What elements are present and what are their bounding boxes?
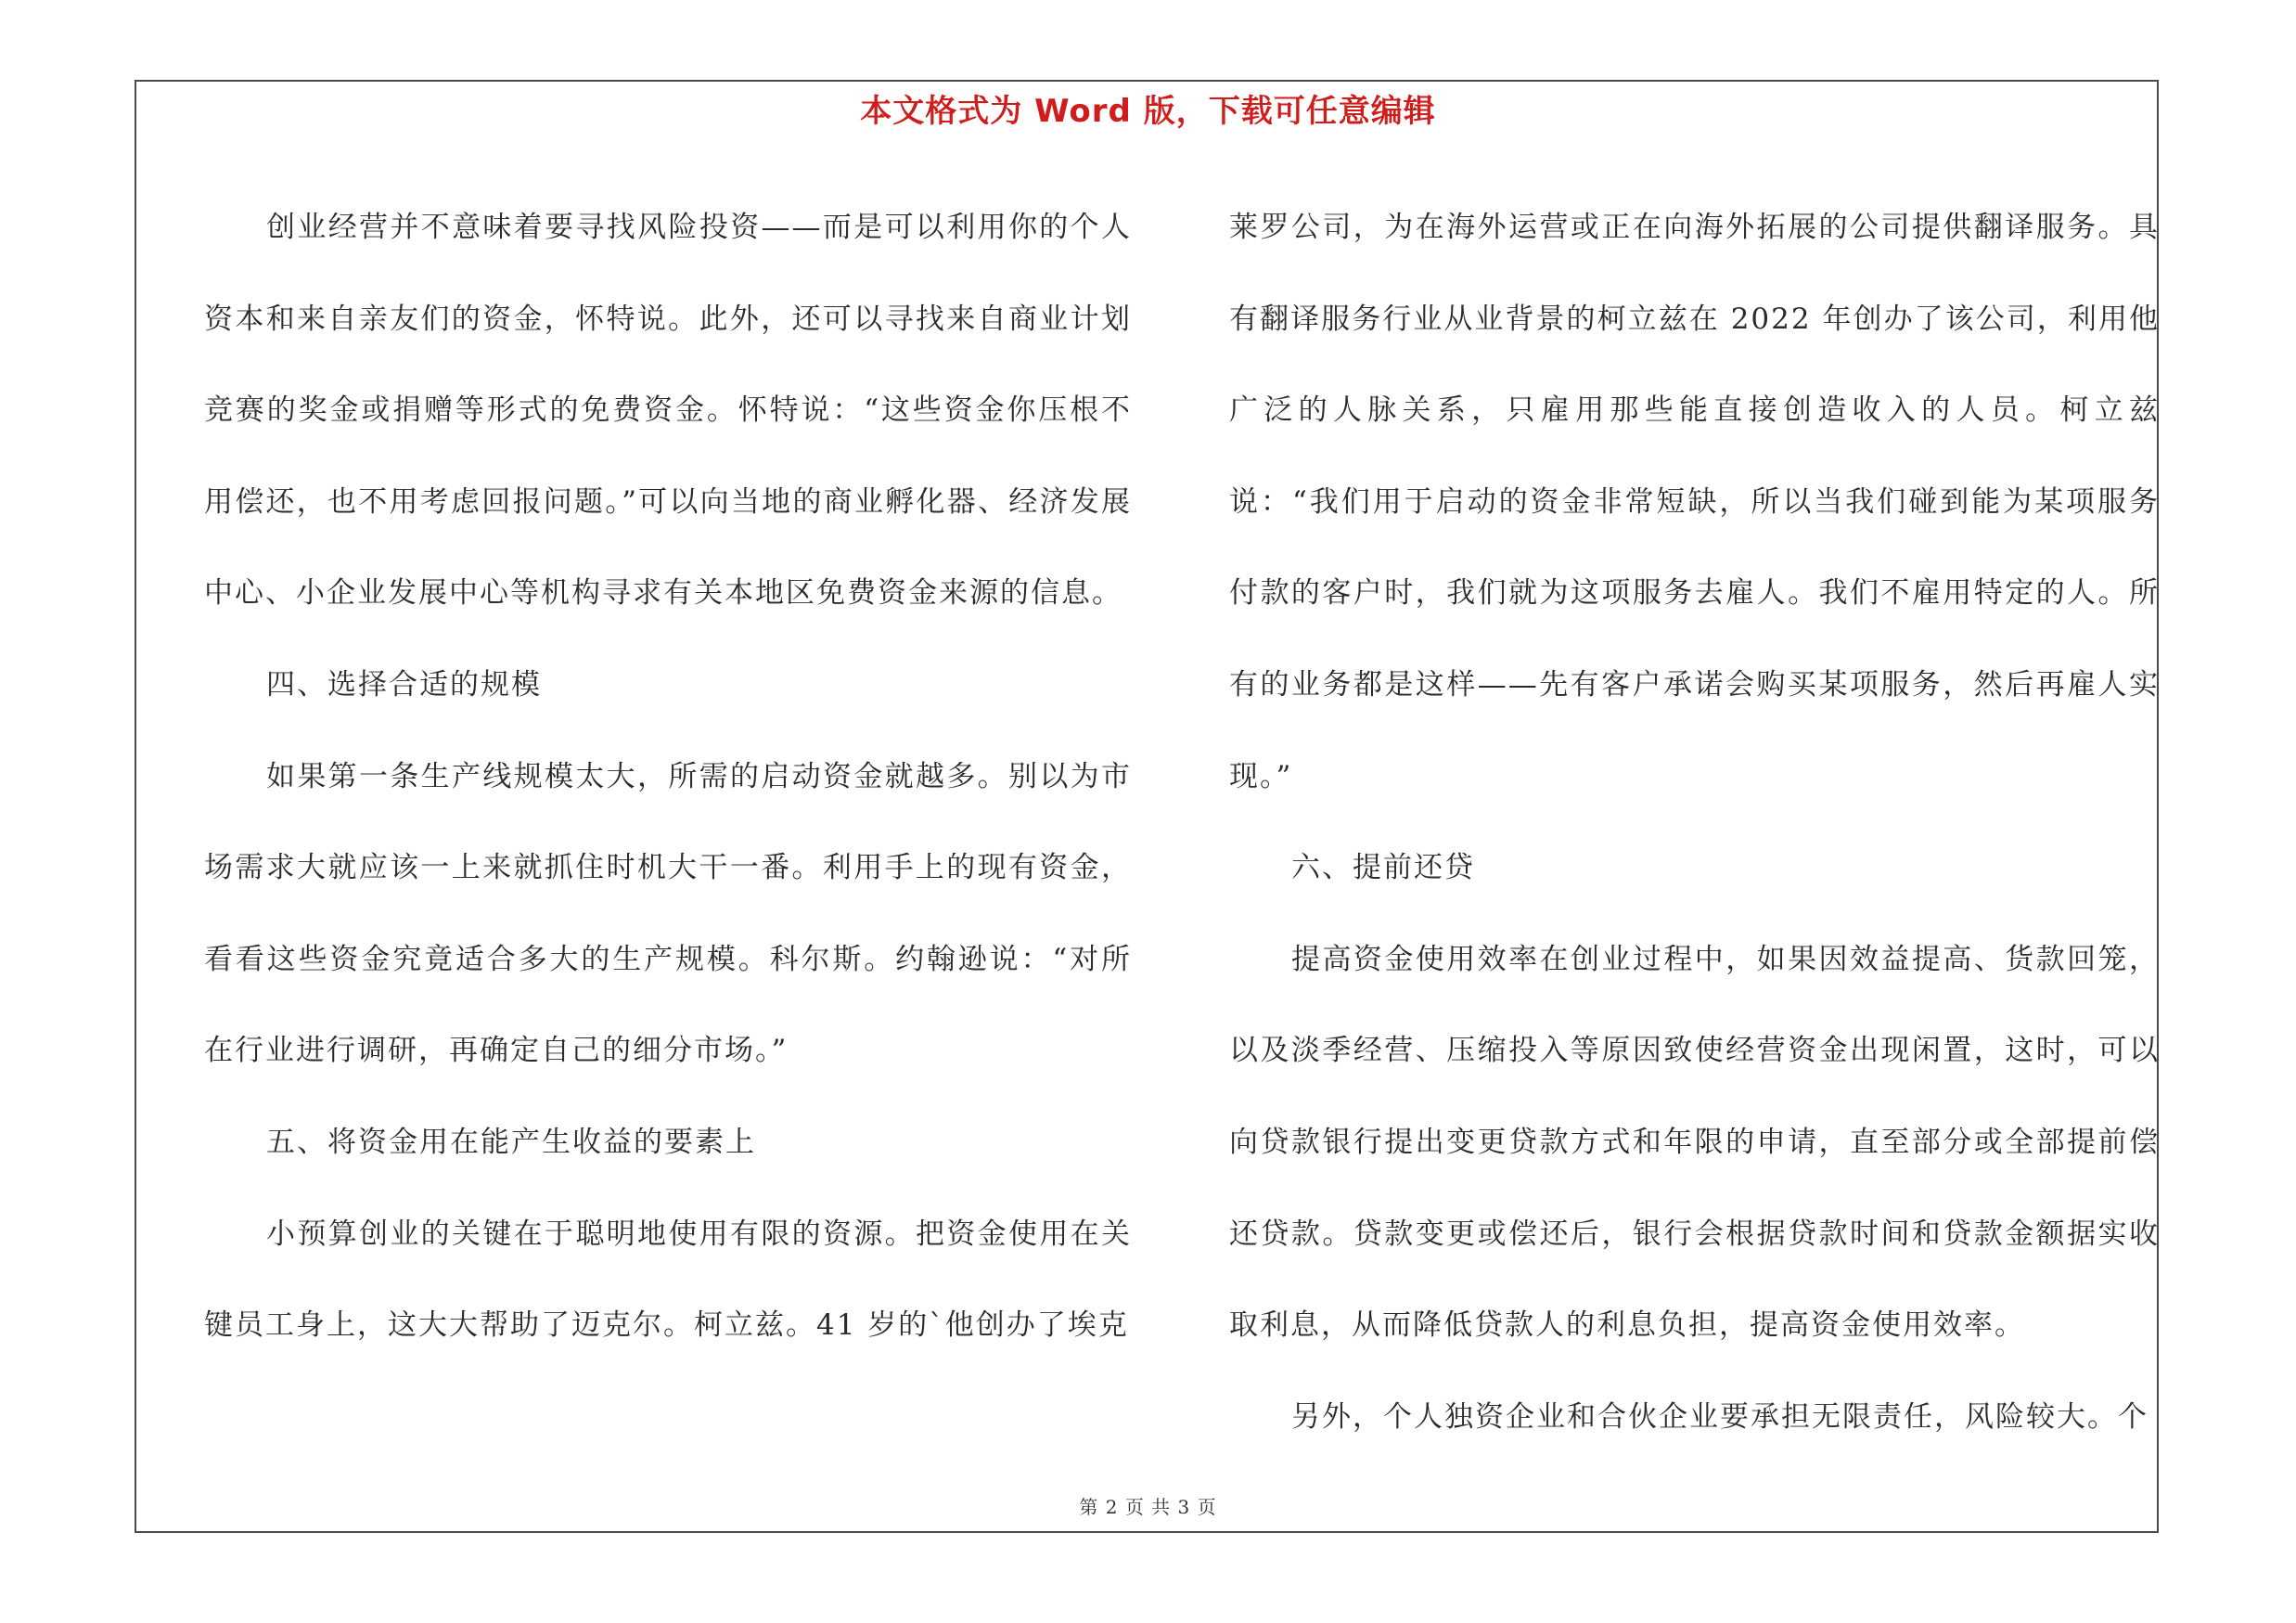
paragraph: 如果第一条生产线规模太大，所需的启动资金就越多。别以为市场需求大就应该一上来就抓住时机大干一番。利用手上的现有资金，看看这些资金究竟适合多大的生产规模。科尔斯。约翰逊说：“对所在行业进行调研，再确定自己的细分市场。” [204, 759, 1132, 1068]
format-banner: 本文格式为 Word 版，下载可任意编辑 [860, 93, 1436, 130]
section-heading: 五、将资金用在能产生收益的要素上 [266, 1125, 756, 1159]
paragraph: 另外，个人独资企业和合伙企业要承担无限责任，风险较大。个 [1291, 1399, 2148, 1434]
paragraph: 提高资金使用效率在创业过程中，如果因效益提高、货款回笼，以及淡季经营、压缩投入等原因致使经营资金出现闲置，这时，可以向贷款银行提出变更贷款方式和年限的申请，直至部分或全部提前偿还贷款。贷款变更或偿还后，银行会根据贷款时间和贷款金额据实收取利息，从而降低贷款人的利息负担，提高资金使用效率。 [1229, 942, 2160, 1343]
left-column [204, 182, 1132, 1372]
right-column [1229, 182, 2160, 1462]
section-heading: 六、提前还贷 [1291, 851, 1475, 885]
paragraph: 莱罗公司，为在海外运营或正在向海外拓展的公司提供翻译服务。具有翻译服务行业从业背景的柯立兹在 2022 年创办了该公司，利用他广泛的人脉关系，只雇用那些能直接创造收入的人员。柯立兹说：“我们用于启动的资金非常短缺，所以当我们碰到能为某项服务付款的客户时，我们就为这项服务去雇人。我们不雇用特定的人。所有的业务都是这样——先有客户承诺会购买某项服务，然后再雇人实现。” [1229, 211, 2160, 793]
paragraph: 创业经营并不意味着要寻找风险投资——而是可以利用你的个人资本和来自亲友们的资金，怀特说。此外，还可以寻找来自商业计划竞赛的奖金或捐赠等形式的免费资金。怀特说：“这些资金你压根不用偿还，也不用考虑回报问题。”可以向当地的商业孵化器、经济发展中心、小企业发展中心等机构寻求有关本地区免费资金来源的信息。 [204, 211, 1132, 611]
section-heading: 四、选择合适的规模 [266, 667, 542, 702]
paragraph: 小预算创业的关键在于聪明地使用有限的资源。把资金使用在关键员工身上，这大大帮助了迈克尔。柯立兹。41 岁的`他创办了埃克 [204, 1217, 1132, 1343]
page-number: 第 2 页 共 3 页 [1079, 1496, 1217, 1518]
